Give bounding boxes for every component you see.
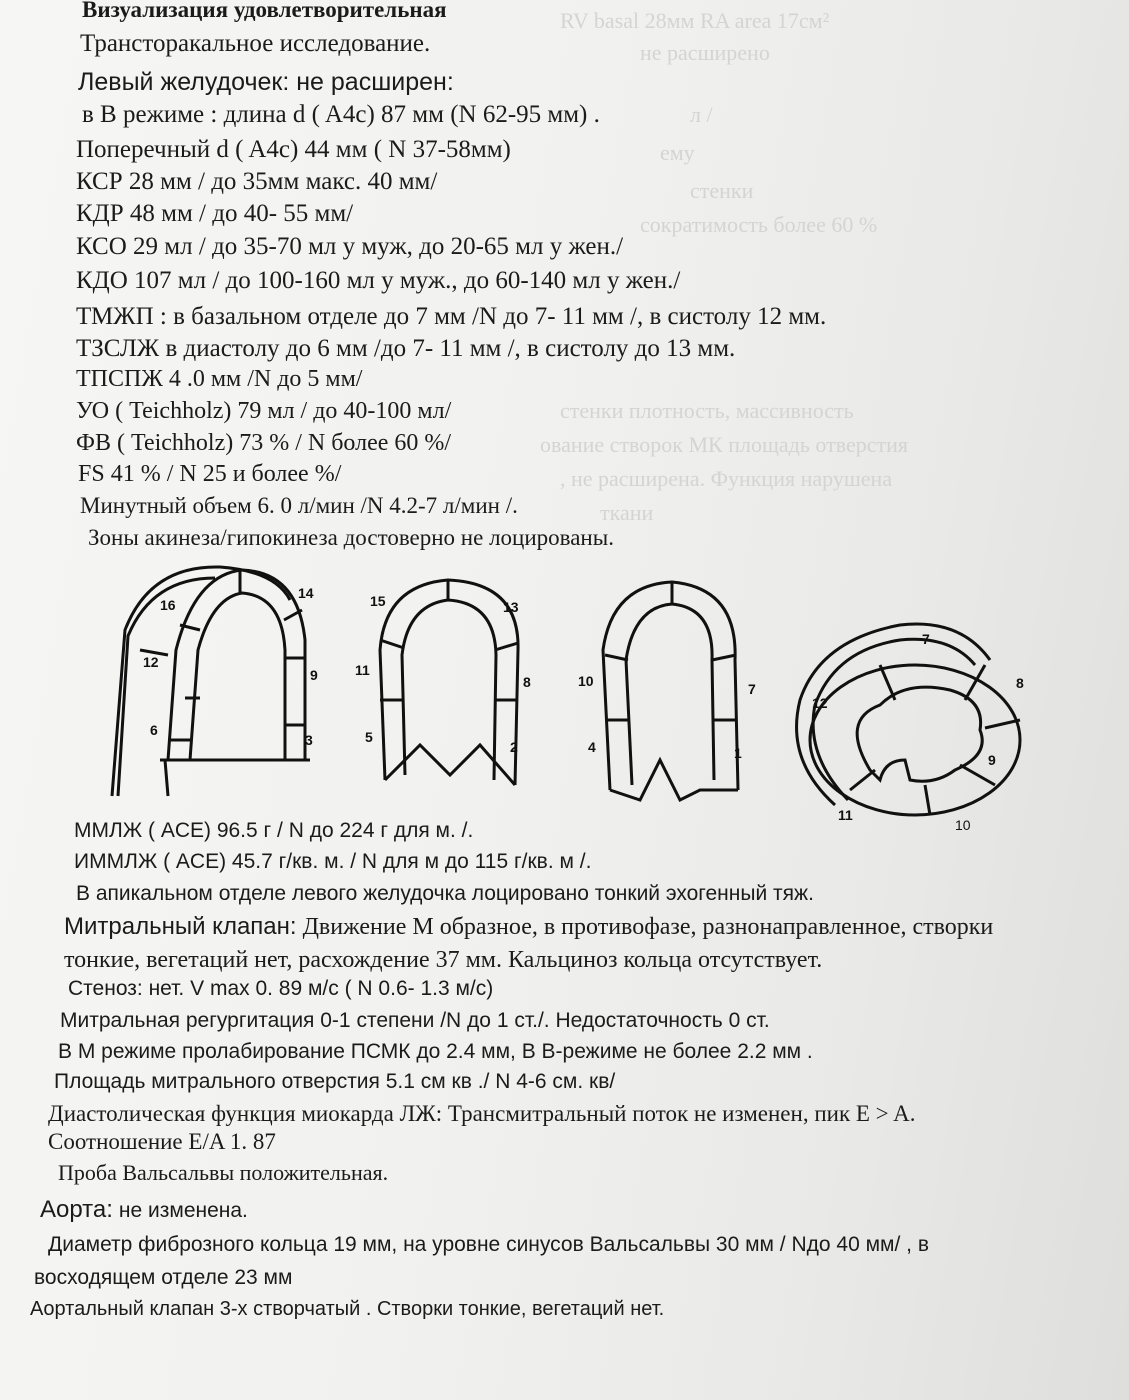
- valsalva-test: Проба Вальсальвы положительная.: [58, 1160, 389, 1185]
- seg-label: 7: [748, 681, 756, 697]
- seg-label: 6: [150, 722, 158, 738]
- seg-label: 5: [365, 729, 373, 745]
- visualization-line: Визуализация удовлетворительная: [82, 0, 447, 22]
- lv-title: Левый желудочек: не расширен:: [78, 68, 454, 96]
- fv-line: ФВ ( Teichholz) 73 % / N более 60 %/: [76, 430, 452, 456]
- seg-label: 8: [523, 674, 531, 690]
- seg-label: 9: [310, 667, 318, 683]
- fs-line: FS 41 % / N 25 и более %/: [78, 461, 342, 487]
- tpspzh-line: ТПСПЖ 4 .0 мм /N до 5 мм/: [76, 366, 363, 392]
- aorta-title: Аорта:: [40, 1196, 113, 1223]
- kdr-line: КДР 48 мм / до 40- 55 мм/: [76, 200, 354, 227]
- tmzhp-line: ТМЖП : в базальном отделе до 7 мм /N до 7- 11 мм /, в систолу 12 мм.: [76, 303, 827, 330]
- apical-2ch-segment-diagram: [380, 580, 518, 785]
- uo-line: УО ( Teichholz) 79 мл / до 40-100 мл/: [76, 398, 452, 424]
- mitral-title: Митральный клапан:: [64, 913, 297, 940]
- apical-lax-segment-diagram: [603, 582, 738, 800]
- mmlzh-line: ММЛЖ ( ACE) 96.5 г / N до 224 г для м. /.: [74, 819, 474, 842]
- seg-label: 10: [955, 817, 971, 833]
- seg-label: 12: [143, 654, 159, 670]
- aortic-root-line: Диаметр фиброзного кольца 19 мм, на уровне синусов Вальсальвы 30 мм / Nдо 40 мм/ , в: [48, 1233, 929, 1256]
- tzslzh-line: ТЗСЛЖ в диастолу до 6 мм /до 7- 11 мм /, в систолу до 13 мм.: [76, 335, 736, 362]
- seg-label: 11: [838, 807, 853, 823]
- ascending-aorta-line: восходящем отделе 23 мм: [34, 1266, 293, 1289]
- kdo-line: КДО 107 мл / до 100-160 мл у муж., до 60-140 мл у жен./: [76, 267, 681, 294]
- mitral-motion: Движение М образное, в противофазе, разнонаправленное, створки: [302, 914, 994, 940]
- aortic-valve-line: Аортальный клапан 3-х створчатый . Створки тонкие, вегетаций нет.: [30, 1298, 665, 1320]
- diastolic-function: Диастолическая функция миокарда ЛЖ: Трансмитральный поток не изменен, пик E > A.: [48, 1101, 916, 1126]
- seg-label: 2: [510, 739, 518, 755]
- seg-label: 14: [298, 585, 314, 601]
- immlzh-line: ИММЛЖ ( ACE) 45.7 г/кв. м. / N для м до 115 г/кв. м /.: [74, 850, 592, 873]
- seg-label: 10: [578, 673, 594, 689]
- mitral-stenosis: Стеноз: нет. V max 0. 89 м/с ( N 0.6- 1.3 м/с): [68, 977, 494, 1000]
- mitral-leaflets: тонкие, вегетаций нет, расхождение 37 мм. Кальциноз кольца отсутствует.: [64, 947, 823, 973]
- minute-volume-line: Минутный объем 6. 0 л/мин /N 4.2-7 л/мин /.: [80, 493, 518, 518]
- ea-ratio: Соотношение E/A 1. 87: [48, 1129, 276, 1154]
- ksr-line: КСР 28 мм / до 35мм макс. 40 мм/: [76, 168, 438, 195]
- apical-chord-line: В апикальном отделе левого желудочка лоцировано тонкий эхогенный тяж.: [76, 882, 814, 905]
- seg-label: 3: [305, 732, 313, 748]
- lv-transverse: Поперечный d ( A4c) 44 мм ( N 37-58мм): [76, 136, 511, 163]
- seg-label: 12: [812, 695, 828, 711]
- seg-label: 9: [988, 752, 996, 768]
- short-axis-segment-diagram: [797, 624, 1020, 815]
- study-type: Трансторакальное исследование.: [80, 30, 431, 57]
- seg-label: 11: [355, 662, 370, 678]
- seg-label: 7: [922, 631, 930, 647]
- kso-line: КСО 29 мл / до 35-70 мл у муж, до 20-65 мл у жен./: [76, 233, 624, 260]
- seg-label: 15: [370, 593, 386, 609]
- seg-label: 4: [588, 739, 596, 755]
- aorta-status: не изменена.: [118, 1199, 248, 1222]
- mitral-area: Площадь митрального отверстия 5.1 см кв ./ N 4-6 см. кв/: [54, 1070, 616, 1093]
- seg-label: 1: [734, 745, 742, 761]
- apical-4ch-segment-diagram: [112, 567, 310, 796]
- mitral-prolapse: В М режиме пролабирование ПСМК до 2.4 мм, В В-режиме не более 2.2 мм .: [58, 1040, 813, 1063]
- seg-label: 8: [1016, 675, 1024, 691]
- mitral-regurgitation: Митральная регургитация 0-1 степени /N до 1 ст./. Недостаточность 0 ст.: [60, 1009, 770, 1032]
- akinesis-line: Зоны акинеза/гипокинеза достоверно не лоцированы.: [88, 525, 614, 550]
- lv-length: в В режиме : длина d ( A4c) 87 мм (N 62-95 мм) .: [82, 101, 600, 128]
- seg-label: 16: [160, 597, 176, 613]
- seg-label: 13: [503, 599, 519, 615]
